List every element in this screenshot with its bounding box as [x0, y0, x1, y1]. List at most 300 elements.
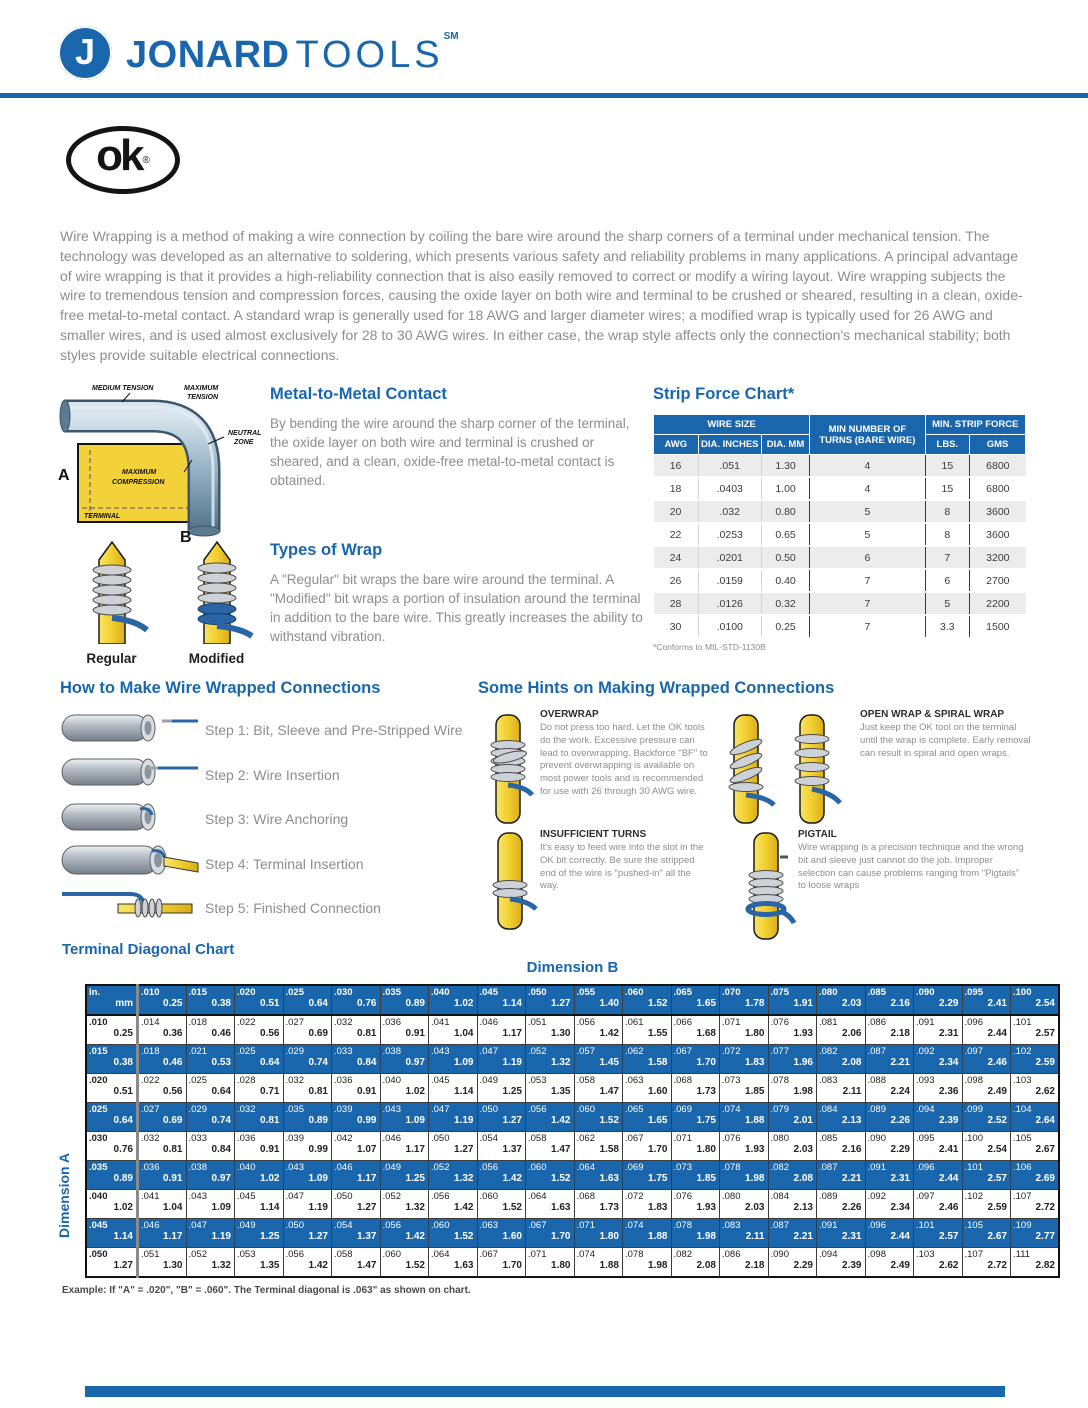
diagonal-cell-mm: 1.30 — [163, 1260, 183, 1271]
diagonal-row-header-mm: 0.25 — [113, 1028, 133, 1039]
diagonal-col-header-in: .065 — [673, 987, 692, 998]
diagonal-cell-mm: 2.34 — [890, 1202, 910, 1213]
diagonal-cell-in: .060 — [576, 1104, 595, 1115]
diagonal-cell-in: .038 — [382, 1046, 401, 1057]
diagonal-cell-in: .018 — [188, 1017, 207, 1028]
diagonal-cell-mm: 2.29 — [890, 1144, 910, 1155]
diagonal-cell-mm: 0.64 — [260, 1057, 280, 1068]
diagonal-cell-in: .104 — [1013, 1104, 1032, 1115]
diagonal-cell — [1011, 1219, 1060, 1248]
diagonal-cell-in: .045 — [237, 1191, 256, 1202]
diagonal-cell — [526, 1045, 575, 1074]
diagonal-cell-in: .018 — [141, 1046, 160, 1057]
diagonal-cell-in: .074 — [576, 1249, 595, 1260]
diagonal-cell-in: .097 — [964, 1046, 983, 1057]
diagonal-col-header-in: .020 — [237, 987, 256, 998]
wire-bend-figure — [56, 380, 266, 545]
diagonal-col-header-in: .085 — [867, 987, 886, 998]
diagonal-cell — [914, 1219, 963, 1248]
diagonal-cell-mm: 1.93 — [745, 1144, 765, 1155]
diagonal-col-header-in: .070 — [722, 987, 741, 998]
diagonal-cell-in: .091 — [819, 1220, 838, 1231]
step2-icon — [60, 752, 205, 797]
diagonal-cell-in: .100 — [964, 1133, 983, 1144]
diagonal-cell — [914, 1190, 963, 1219]
diagonal-cell — [429, 1161, 478, 1190]
diagonal-cell — [865, 1161, 914, 1190]
diagonal-cell-mm: 2.57 — [1035, 1028, 1055, 1039]
diagonal-row-header-mm: 1.27 — [113, 1260, 133, 1271]
hint-insufficient-turns — [540, 829, 708, 893]
strip-force-cell: 4 — [810, 455, 925, 478]
diagonal-row-header-in: .030 — [89, 1133, 108, 1144]
strip-force-cell: 7 — [810, 615, 925, 638]
diagonal-cell-mm: 1.80 — [599, 1231, 619, 1242]
diagonal-cell — [186, 1161, 235, 1190]
hint-open-wrap — [860, 709, 1032, 760]
diagonal-col-header-in: .050 — [528, 987, 547, 998]
diagonal-col-header — [526, 985, 575, 1015]
diagonal-cell — [671, 1074, 720, 1103]
diagonal-col-header-mm: 1.91 — [793, 998, 813, 1009]
diagonal-cell-in: .066 — [673, 1017, 692, 1028]
diagonal-cell — [380, 1219, 429, 1248]
diagonal-row-header-in: .010 — [89, 1017, 108, 1028]
diagonal-row-header-mm: 1.02 — [113, 1202, 133, 1213]
diagonal-cell-in: .056 — [528, 1104, 547, 1115]
diagonal-cell — [138, 1219, 187, 1248]
diagonal-col-header-mm: 0.25 — [163, 998, 183, 1009]
diagonal-col-header-in: .095 — [964, 987, 983, 998]
diagonal-cell — [817, 1161, 866, 1190]
strip-force-cell: 28 — [654, 592, 699, 615]
modified-label: Modified — [188, 651, 245, 666]
diagonal-cell-in: .090 — [770, 1249, 789, 1260]
diagonal-cell — [235, 1074, 284, 1103]
label-medium-tension: MEDIUM TENSION — [92, 385, 154, 392]
diagonal-row-header-mm: 0.51 — [113, 1086, 133, 1097]
diagonal-cell-in: .106 — [1013, 1162, 1032, 1173]
min-strip-force-header: MIN. STRIP FORCE — [925, 415, 1025, 435]
diagonal-row-header-in: .025 — [89, 1104, 108, 1115]
diagonal-cell-mm: 1.32 — [551, 1057, 571, 1068]
diagonal-cell-in: .033 — [334, 1046, 353, 1057]
diagonal-cell-mm: 1.02 — [405, 1086, 425, 1097]
diagonal-cell-in: .103 — [1013, 1075, 1032, 1086]
diagonal-cell-mm: 0.71 — [260, 1086, 280, 1097]
diagonal-cell-in: .014 — [141, 1017, 160, 1028]
ok-logo — [66, 126, 180, 194]
diagonal-col-header — [720, 985, 769, 1015]
regular-wrap-figure — [64, 540, 159, 666]
diagonal-cell — [720, 1074, 769, 1103]
label-terminal: TERMINAL — [84, 513, 121, 520]
diagonal-col-header-in: .010 — [141, 987, 160, 998]
diagonal-cell — [526, 1015, 575, 1045]
diagonal-cell-in: .049 — [479, 1075, 498, 1086]
diagonal-cell-mm: 0.91 — [260, 1144, 280, 1155]
diagonal-cell-in: .105 — [1013, 1133, 1032, 1144]
diagonal-cell-in: .076 — [722, 1133, 741, 1144]
diagonal-cell-mm: 1.70 — [551, 1231, 571, 1242]
diagonal-cell-mm: 2.67 — [987, 1231, 1007, 1242]
strip-force-cell: 4 — [810, 477, 925, 500]
pigtail-icon — [740, 831, 796, 946]
diagonal-cell-in: .046 — [334, 1162, 353, 1173]
diagonal-header-row — [86, 985, 1059, 1015]
strip-force-cell: 2700 — [970, 569, 1026, 592]
wire-size-header: WIRE SIZE — [654, 415, 810, 435]
diagonal-cell-mm: 2.46 — [939, 1202, 959, 1213]
diagonal-cell-mm: 1.14 — [454, 1086, 474, 1097]
diagonal-cell-in: .085 — [819, 1133, 838, 1144]
diagonal-cell-in: .091 — [867, 1162, 886, 1173]
diagonal-col-header — [865, 985, 914, 1015]
diagonal-cell — [138, 1190, 187, 1219]
diagonal-cell-in: .076 — [770, 1017, 789, 1028]
diagonal-cell-in: .060 — [528, 1162, 547, 1173]
diagonal-col-header-mm: 1.78 — [745, 998, 765, 1009]
diagonal-cell-in: .093 — [916, 1075, 935, 1086]
diagonal-cell — [332, 1161, 381, 1190]
diagonal-cell-in: .103 — [916, 1249, 935, 1260]
awg-header: AWG — [654, 435, 699, 455]
diagonal-cell-mm: 1.85 — [745, 1086, 765, 1097]
hint-overwrap-title: OVERWRAP — [540, 709, 599, 720]
diagonal-cell — [380, 1045, 429, 1074]
diagonal-cell-mm: 1.73 — [696, 1086, 716, 1097]
diagonal-cell — [235, 1103, 284, 1132]
diagonal-cell-mm: 1.70 — [502, 1260, 522, 1271]
diagonal-cell-in: .089 — [819, 1191, 838, 1202]
diagonal-row — [86, 1161, 1059, 1190]
diagonal-cell-in: .040 — [382, 1075, 401, 1086]
diagonal-cell-mm: 1.73 — [599, 1202, 619, 1213]
step3-icon — [60, 797, 205, 842]
diagonal-cell — [380, 1248, 429, 1278]
modified-wrap-icon — [178, 540, 256, 644]
diagonal-cell — [574, 1161, 623, 1190]
diagonal-cell-mm: 2.18 — [890, 1028, 910, 1039]
diagonal-cell-in: .046 — [382, 1133, 401, 1144]
diagonal-cell-in: .049 — [237, 1220, 256, 1231]
logo-name-light: TOOLS — [295, 34, 444, 76]
diagonal-cell — [720, 1219, 769, 1248]
diagonal-col-header-mm: 1.02 — [454, 998, 474, 1009]
diagonal-col-header — [817, 985, 866, 1015]
strip-force-cell: 0.32 — [761, 592, 809, 615]
diagonal-col-header-in: .035 — [382, 987, 401, 998]
diagonal-cell-mm: 1.37 — [502, 1144, 522, 1155]
strip-force-cell: 24 — [654, 546, 699, 569]
step2-label: Step 2: Wire Insertion — [205, 766, 340, 783]
diagonal-cell-mm: 1.27 — [308, 1231, 328, 1242]
step-row-4 — [60, 842, 470, 887]
modified-wrap-figure — [169, 540, 264, 666]
diagonal-cell-in: .050 — [285, 1220, 304, 1231]
diagonal-cell-mm: 0.64 — [211, 1086, 231, 1097]
diagonal-cell — [138, 1074, 187, 1103]
diagonal-cell — [429, 1015, 478, 1045]
diagonal-cell-in: .064 — [431, 1249, 450, 1260]
diagonal-cell — [235, 1045, 284, 1074]
diagonal-cell-mm: 2.11 — [842, 1086, 862, 1097]
diagonal-cell — [138, 1103, 187, 1132]
strip-force-section — [653, 385, 1026, 652]
diagonal-cell-mm: 1.80 — [696, 1144, 716, 1155]
diagonal-cell-mm: 0.84 — [357, 1057, 377, 1068]
howto-section — [60, 679, 470, 931]
example-note: Example: If "A" = .020", "B" = .060". The Terminal diagonal is .063" as shown on chart. — [62, 1285, 471, 1296]
diagonal-cell-in: .060 — [382, 1249, 401, 1260]
diagonal-cell-mm: 1.63 — [454, 1260, 474, 1271]
diagonal-cell-in: .077 — [770, 1046, 789, 1057]
diagonal-cell-mm: 2.44 — [890, 1231, 910, 1242]
strip-force-cell: 3600 — [970, 523, 1026, 546]
diagonal-col-header — [429, 985, 478, 1015]
diagonal-cell-in: .090 — [867, 1133, 886, 1144]
diagonal-cell-in: .063 — [479, 1220, 498, 1231]
diagonal-cell-in: .099 — [964, 1104, 983, 1115]
diagonal-cell — [720, 1248, 769, 1278]
diagonal-cell-in: .080 — [722, 1191, 741, 1202]
open-wrap-icon — [724, 713, 842, 830]
diagonal-cell-mm: 1.42 — [502, 1173, 522, 1184]
metal-contact-title: Metal-to-Metal Contact — [270, 385, 447, 403]
diagonal-cell-mm: 2.08 — [696, 1260, 716, 1271]
diagonal-col-header-in: .075 — [770, 987, 789, 998]
step4-label: Step 4: Terminal Insertion — [205, 855, 364, 872]
diagonal-cell-mm: 1.27 — [454, 1144, 474, 1155]
diagonal-cell — [914, 1103, 963, 1132]
diagonal-cell-mm: 1.09 — [405, 1115, 425, 1126]
dimension-a-label: Dimension A — [56, 1152, 72, 1238]
diagonal-cell-mm: 1.85 — [696, 1173, 716, 1184]
diagonal-cell-mm: 2.26 — [890, 1115, 910, 1126]
strip-force-cell: .0201 — [698, 546, 761, 569]
diagonal-cell — [768, 1161, 817, 1190]
dia-inches-header: DIA. INCHES — [698, 435, 761, 455]
diagonal-cell-mm: 2.36 — [939, 1086, 959, 1097]
strip-force-cell: 30 — [654, 615, 699, 638]
diagonal-cell-mm: 1.02 — [260, 1173, 280, 1184]
diagonal-cell-in: .047 — [479, 1046, 498, 1057]
strip-force-cell: 15 — [925, 455, 970, 478]
step-row-2 — [60, 753, 470, 798]
diagonal-row-header — [86, 1074, 138, 1103]
diagonal-cell — [768, 1045, 817, 1074]
diagonal-cell-in: .086 — [867, 1017, 886, 1028]
diagonal-cell-in: .107 — [1013, 1191, 1032, 1202]
hint-open-wrap-title: OPEN WRAP & SPIRAL WRAP — [860, 709, 1005, 720]
diagonal-cell — [914, 1248, 963, 1278]
terminal-diagonal-title: Terminal Diagonal Chart — [62, 941, 235, 958]
diagonal-cell-in: .050 — [479, 1104, 498, 1115]
hint-pigtail-body: Wire wrapping is a precision technique and the wrong bit and sleeve just cannot do the job. Improper selection can cause problems ranging from "Pigtails" to loose wraps — [798, 842, 1024, 892]
strip-force-cell: .0159 — [698, 569, 761, 592]
diagonal-cell — [235, 1161, 284, 1190]
diagonal-cell — [138, 1161, 187, 1190]
strip-force-cell: 1.30 — [761, 455, 809, 478]
diagonal-cell-in: .069 — [673, 1104, 692, 1115]
diagonal-row-header — [86, 1248, 138, 1278]
step3-label: Step 3: Wire Anchoring — [205, 811, 349, 828]
diagonal-col-header — [623, 985, 672, 1015]
diagonal-col-header-in: .090 — [916, 987, 935, 998]
diagonal-cell — [1011, 1161, 1060, 1190]
diagonal-cell-mm: 0.46 — [163, 1057, 183, 1068]
diagonal-cell-in: .041 — [431, 1017, 450, 1028]
diagonal-cell — [574, 1132, 623, 1161]
diagonal-cell-mm: 2.34 — [939, 1057, 959, 1068]
diagonal-cell-in: .098 — [867, 1249, 886, 1260]
diagonal-cell-in: .078 — [625, 1249, 644, 1260]
diagonal-cell — [865, 1103, 914, 1132]
diagonal-col-header-in: .060 — [625, 987, 644, 998]
diagonal-cell-mm: 2.01 — [793, 1115, 813, 1126]
diagonal-cell — [865, 1190, 914, 1219]
diagonal-cell — [477, 1248, 526, 1278]
label-tension: TENSION — [187, 394, 219, 401]
diagonal-cell — [768, 1103, 817, 1132]
diagonal-col-header-mm: 2.54 — [1035, 998, 1055, 1009]
diagonal-cell — [429, 1219, 478, 1248]
diagonal-cell-mm: 1.19 — [308, 1202, 328, 1213]
diagonal-cell-mm: 2.03 — [793, 1144, 813, 1155]
diagonal-cell-in: .065 — [625, 1104, 644, 1115]
diagonal-cell — [283, 1190, 332, 1219]
diagonal-cell-in: .101 — [964, 1162, 983, 1173]
dimension-b-label: Dimension B — [526, 959, 619, 976]
diagonal-cell-in: .027 — [141, 1104, 160, 1115]
diagonal-cell-mm: 1.98 — [696, 1231, 716, 1242]
label-zone: ZONE — [234, 439, 254, 446]
strip-force-cell: 16 — [654, 455, 699, 478]
strip-force-cell: .0403 — [698, 477, 761, 500]
diagonal-cell — [671, 1103, 720, 1132]
diagonal-cell-in: .058 — [576, 1075, 595, 1086]
diagonal-cell — [526, 1132, 575, 1161]
diagonal-cell-in: .082 — [819, 1046, 838, 1057]
diagonal-cell-mm: 1.60 — [502, 1231, 522, 1242]
diagonal-cell — [914, 1161, 963, 1190]
diagonal-cell-in: .061 — [625, 1017, 644, 1028]
regular-wrap-icon — [73, 540, 151, 644]
diagonal-cell — [429, 1045, 478, 1074]
diagonal-cell-in: .058 — [334, 1249, 353, 1260]
diagonal-cell — [186, 1132, 235, 1161]
diagonal-cell-in: .043 — [382, 1104, 401, 1115]
strip-force-cell: 0.40 — [761, 569, 809, 592]
diagonal-cell-in: .072 — [625, 1191, 644, 1202]
diagonal-cell — [235, 1015, 284, 1045]
diagonal-cell — [477, 1161, 526, 1190]
diagonal-row-header — [86, 1015, 138, 1045]
diagonal-row — [86, 1248, 1059, 1278]
diagonal-cell — [720, 1015, 769, 1045]
diagonal-cell-mm: 0.81 — [260, 1115, 280, 1126]
diagonal-cell-mm: 1.09 — [454, 1057, 474, 1068]
diagonal-cell-mm: 0.69 — [163, 1115, 183, 1126]
diagonal-cell — [623, 1103, 672, 1132]
diagonal-cell — [526, 1248, 575, 1278]
label-dimension-b: B — [180, 529, 192, 545]
diagonal-col-header-mm: 1.27 — [551, 998, 571, 1009]
diagonal-cell-mm: 2.39 — [939, 1115, 959, 1126]
diagonal-cell-in: .052 — [431, 1162, 450, 1173]
diagonal-cell-in: .058 — [528, 1133, 547, 1144]
diagonal-cell-in: .073 — [673, 1162, 692, 1173]
strip-force-row — [654, 592, 1026, 615]
diagonal-cell-mm: 1.58 — [648, 1057, 668, 1068]
diagonal-cell-in: .064 — [528, 1191, 547, 1202]
diagonal-row-header — [86, 1132, 138, 1161]
diagonal-cell-in: .105 — [964, 1220, 983, 1231]
diagonal-cell-mm: 2.77 — [1035, 1231, 1055, 1242]
overwrap-icon — [482, 713, 534, 830]
diagonal-cell — [768, 1248, 817, 1278]
diagonal-cell-in: .079 — [770, 1104, 789, 1115]
diagonal-cell-in: .053 — [528, 1075, 547, 1086]
diagonal-cell-in: .084 — [819, 1104, 838, 1115]
diagonal-cell — [477, 1103, 526, 1132]
label-maximum-2: MAXIMUM — [122, 469, 157, 476]
diagonal-col-header-mm: 2.29 — [939, 998, 959, 1009]
diagonal-cell-in: .107 — [964, 1249, 983, 1260]
diagonal-row — [86, 1190, 1059, 1219]
diagonal-cell — [526, 1103, 575, 1132]
strip-force-cell: 2200 — [970, 592, 1026, 615]
diagonal-col-header — [768, 985, 817, 1015]
strip-force-cell: 0.50 — [761, 546, 809, 569]
diagonal-cell-mm: 1.98 — [745, 1173, 765, 1184]
diagonal-cell-in: .054 — [334, 1220, 353, 1231]
diagonal-cell — [1011, 1248, 1060, 1278]
diagonal-cell-mm: 0.97 — [405, 1057, 425, 1068]
diagonal-cell-in: .052 — [528, 1046, 547, 1057]
diagonal-cell-mm: 2.08 — [793, 1173, 813, 1184]
strip-force-cell: 0.25 — [761, 615, 809, 638]
diagonal-cell-mm: 2.06 — [842, 1028, 862, 1039]
diagonal-col-header-in: .055 — [576, 987, 595, 998]
diagonal-cell-mm: 2.41 — [939, 1144, 959, 1155]
terminal-diagonal-table — [85, 984, 1060, 1278]
diagonal-cell — [283, 1045, 332, 1074]
diagonal-cell-mm: 1.42 — [308, 1260, 328, 1271]
diagonal-cell-mm: 0.99 — [308, 1144, 328, 1155]
diagonal-cell-mm: 0.46 — [211, 1028, 231, 1039]
diagonal-cell-mm: 1.80 — [745, 1028, 765, 1039]
diagonal-col-header-mm: 0.38 — [211, 998, 231, 1009]
diagonal-cell-in: .036 — [237, 1133, 256, 1144]
step5-label: Step 5: Finished Connection — [205, 900, 381, 917]
diagonal-cell-in: .096 — [964, 1017, 983, 1028]
strip-force-cell: 6 — [810, 546, 925, 569]
diagonal-cell-in: .071 — [528, 1249, 547, 1260]
hints-title: Some Hints on Making Wrapped Connections — [478, 679, 835, 697]
diagonal-cell-in: .056 — [576, 1017, 595, 1028]
diagonal-cell — [380, 1190, 429, 1219]
diagonal-cell — [477, 1015, 526, 1045]
diagonal-cell-mm: 1.98 — [648, 1260, 668, 1271]
strip-force-cell: 22 — [654, 523, 699, 546]
diagonal-cell-mm: 2.62 — [939, 1260, 959, 1271]
diagonal-cell — [671, 1161, 720, 1190]
diagonal-cell-in: .101 — [1013, 1017, 1032, 1028]
diagonal-cell — [623, 1248, 672, 1278]
insufficient-turns-icon — [484, 831, 540, 936]
diagonal-cell — [477, 1074, 526, 1103]
